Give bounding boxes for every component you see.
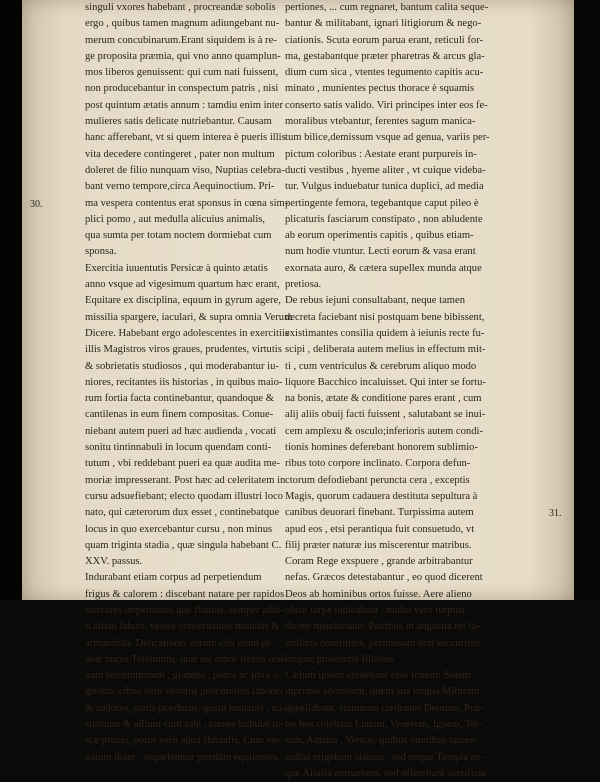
text-line: Deos ab hominibus ortos fuisse. Aere alieno <box>285 588 472 600</box>
text-line: pertingente femora, tegebantque caput pileo è <box>285 197 479 209</box>
text-line: ducti vestibus , hyeme aliter , vt cuique videba- <box>285 164 486 176</box>
text-line: plici pomo , aut medulla alicuius animalis, <box>85 213 266 225</box>
text-line: ma vespera contentus erat sponsus in cœna sim- <box>85 197 289 209</box>
text-line: Cælum ipsum credebant esse Iouem: Solem <box>285 670 471 682</box>
text-line: tutum , vbi reddebant pueri ea quæ audita me- <box>85 458 281 470</box>
text-line: ciationis. Scuta eorum parua erant, reticuli for- <box>285 34 484 46</box>
text-line: minato , munientes pectus thorace è squamis <box>285 83 475 95</box>
right-text-column <box>285 0 507 782</box>
text-line: niebant autem pueri ad hæc audienda , vocati <box>85 425 277 437</box>
text-line: mos liberos genuissent: qui cum nati fuissent, <box>85 67 279 79</box>
text-line: conserto satis valido. Viri principes inter eos fe- <box>285 99 488 111</box>
text-line: nam terebinthinam , glandes , poma ac pyra a- <box>85 670 281 682</box>
text-line: vita decedere contingeret , pater non multum <box>85 148 275 160</box>
text-line: merum concubinarum.Erant siquidem is à re- <box>85 34 277 46</box>
text-line: num hodie vtuntur. Lecti eorum & vasa erant <box>285 246 476 258</box>
text-line: cantilenas in eum finem compositas. Conue- <box>85 409 274 421</box>
right-dark-border <box>574 0 600 600</box>
text-line: tur. Vulgus induebatur tunica duplici, ad media <box>285 181 484 193</box>
text-line: Equitare ex disciplina, equum in gyrum agere, <box>85 295 281 307</box>
text-line: nato, qui cæterorum dux esset , continebatque <box>85 507 280 519</box>
text-line: dicere mendacium. Patribus in angustia rei fa- <box>285 621 481 633</box>
text-line: sonitu tintinnabuli in locum quendam conti- <box>85 442 272 454</box>
text-line: ctorum defodiebant peruncta cera , exceptis <box>285 474 470 486</box>
text-line: inprimis adorabant, quem sua lingua Mithram <box>285 686 480 698</box>
text-line: liquore Bacchico incaluisset. Qui inter se fortu- <box>285 376 486 388</box>
text-line: bant verno tempore,circa Aequinoctium. Pri- <box>85 181 275 193</box>
text-line: nefas. Græcos detestabantur , eo quod dicerent <box>285 572 483 584</box>
text-line: exornata auro, & cætera supellex munda atque <box>285 262 482 274</box>
text-line: natum ibant , sequebantur prædam equitantes, <box>85 751 280 763</box>
text-line: ram, Aquam , Ventos, quibus omnibus tamen <box>285 735 476 747</box>
text-line: frigus & calorem : discebant natare per rapidos <box>85 588 285 600</box>
text-line: scipi , deliberata autem melius in effectum mit- <box>285 344 486 356</box>
text-line: ribus toto corpore inclinato. Corpora defun- <box>285 458 471 470</box>
text-line: apud eos , etsi perantiqua fuit consuetudo, vt <box>285 523 475 535</box>
text-line: pretiosa. <box>285 279 322 291</box>
text-line: cursu adsuefiebant; electo quodam illustri loco <box>85 490 283 502</box>
text-line: cem amplexu & osculo;inferioris autem condi- <box>285 425 483 437</box>
text-line: missilia spargere, iaculari, & supra omnia Verum <box>85 311 293 323</box>
text-line: quam triginta stadia , quæ singula habebant C. <box>85 539 282 551</box>
margin-number-left: 30. <box>30 199 43 210</box>
text-line: niores, recitantes iis historias , in quibus maio- <box>85 376 283 388</box>
text-line: armanitida. Delicatiores eorum cibi erant pi- <box>85 637 274 649</box>
text-line: Magis, quorum cadauera destituta sepultura à <box>285 490 478 502</box>
text-line: & sudores, panis prædurus, gustu insuauis , na- <box>85 702 286 714</box>
text-line: hanc afferebant, vt si quem interea è pueris illis <box>85 132 286 144</box>
text-line: locus in quo exercebantur cursu , non minus <box>85 523 273 535</box>
text-line: dium cum sica , vtentes tegumento capitis acu- <box>285 67 484 79</box>
left-text-column <box>85 0 307 766</box>
text-line: De rebus iejuni consultabant, neque tamen <box>285 295 466 307</box>
text-line: XXV. passus. <box>85 556 143 568</box>
text-line: doleret de filio nunquam viso, Nuptias celebra- <box>85 164 285 176</box>
text-line: filij præter naturæ ius miscerentur matribus. <box>285 539 472 551</box>
text-line: ge proposita præmia, qui vno anno quamplun- <box>85 50 281 62</box>
text-line: moralibus vtebantur, ferentes sagum manica- <box>285 116 476 128</box>
book-page <box>22 0 574 779</box>
text-line: ti alicui labori, vestes conseruantes mundas & <box>85 621 280 633</box>
text-line: & sobrietatis studiosos , qui moderabantur iu- <box>85 360 279 372</box>
text-line: na bonis, ætate & conditione pares erant , cum <box>285 393 482 405</box>
text-line: canibus deuorari finebant. Turpissima autem <box>285 507 474 519</box>
text-line: tionis homines deferebant honorem sublimio- <box>285 442 479 454</box>
text-line: non producebantur in conspectum patris , nisi <box>85 83 279 95</box>
text-line: Dicere. Habebant ergo adolescentes in exercitiis <box>85 327 289 339</box>
text-line: post quintum ætatis annum : tamdiu enim inter <box>85 99 284 111</box>
text-line: Exercitia iuuentutis Persicæ à quinto ætatis <box>85 262 268 274</box>
text-line: plicaturis fasciarum constipato , non abludente <box>285 213 483 225</box>
text-line: alij aliis obuij facti fuissent , salutabant se inui- <box>285 409 486 421</box>
text-line: pertiones, ... cum regnaret, bantum calita seque- <box>285 2 489 13</box>
text-line: decreta faciebant nisi postquam bene bibissent, <box>285 311 485 323</box>
text-line: tum bilice,demissum vsque ad genua, variis per- <box>285 132 490 144</box>
left-dark-border <box>0 0 22 600</box>
text-line: ter hos colebant Lunam, Venerem, Ignem, Ter- <box>285 719 483 731</box>
text-line: illis Magistros viros graues, prudentes, virtutis <box>85 344 282 356</box>
text-line: Indurabant etiam corpus ad perpetiendum <box>85 572 262 584</box>
text-line: existimantes consilia quidem à ieiunis recte fu- <box>285 327 485 339</box>
text-line: Coram Rege exspuere , grande arbitrabantur <box>285 556 473 568</box>
text-line: rum fortia facta continebantur, quandoque & <box>85 393 275 405</box>
text-line: obrui turpe iudicabant , multo vero turpius <box>285 604 465 616</box>
margin-number-right: 31. <box>549 508 562 519</box>
text-line: ma, gestabantque præter pharetras & arcus gla- <box>285 50 485 62</box>
text-line: neæ nuces Terebinthi, quæ est arbor ferens resi- <box>85 653 288 665</box>
text-line: singuli vxores habebant , procreandæ sobolis <box>85 2 276 13</box>
text-line: qua sumta per totam noctem dormiebat cum <box>85 230 272 242</box>
text-line: nullas erigebant statuas , sed neque Templa ne- <box>285 751 485 763</box>
text-line: miliaris constitutis, permissum erat succurrere <box>285 637 481 649</box>
text-line: anno vsque ad vigesimum quartum hæc erant, <box>85 279 280 291</box>
text-line: torrentes imperuosos que fluuios, semper addi- <box>85 604 284 616</box>
text-line: moriæ impresserant. Post hæc ad celeritatem in <box>85 474 286 486</box>
text-line: grestia: cibus vero vsitatus post multos labores <box>85 686 283 698</box>
text-line: pictum coloribus : Aestate erant purpureis in- <box>285 148 477 160</box>
text-line: sturtium & allium cum sale , carnes bubulæ to- <box>85 719 285 731</box>
text-line: stæ prunis, potus vero aqua fluuialis. Cum ve- <box>85 735 281 747</box>
text-line: bantur & militabant, ignari litigiorum & nego- <box>285 18 482 30</box>
text-line: ab eorum operimentis capitis , quibus etiam- <box>285 230 474 242</box>
text-line: ergo , quibus tamen magnum adiungebant nu- <box>85 18 280 30</box>
text-line: que Altaria extruebant, sed offerebant sacrificia <box>285 767 486 779</box>
text-line: sponsa. <box>85 246 117 258</box>
text-line: inopiæ prostitutis filiabus. <box>285 653 396 665</box>
text-line: mulieres satis delicate nutriebantur. Causam <box>85 116 272 128</box>
text-line: appellabant, summum credentes Deorum. Præ- <box>285 702 484 714</box>
text-line: ti , cum ventriculus & cerebrum aliquo modo <box>285 360 477 372</box>
